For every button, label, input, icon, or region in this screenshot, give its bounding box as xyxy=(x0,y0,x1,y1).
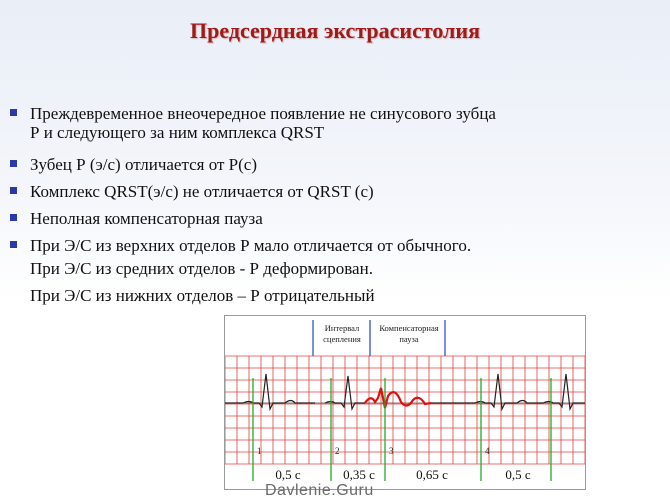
ecg-grid xyxy=(225,356,585,464)
bullet-line: Зубец Р (э/с) отличается от Р(с) xyxy=(30,155,257,174)
beat-number: 4 xyxy=(485,446,490,456)
beat-number: 2 xyxy=(335,446,340,456)
bullet-marker xyxy=(10,160,17,167)
beat-number: 3 xyxy=(389,446,394,456)
bullet-line: Комплекс QRST(э/с) не отличается от QRST (с) xyxy=(30,182,374,201)
duration-label: 0,5 с xyxy=(505,467,531,482)
bullet-line: Р и следующего за ним комплекса QRST xyxy=(30,123,325,142)
beat-number: 1 xyxy=(257,446,262,456)
bullet-marker xyxy=(10,241,17,248)
ecg-extrasystole-trace xyxy=(365,388,431,408)
duration-label: 0,5 с xyxy=(275,467,301,482)
duration-label: 0,35 с xyxy=(343,467,375,482)
bullet-marker xyxy=(10,187,17,194)
ecg-figure xyxy=(224,315,586,490)
bullet-line: При Э/С из средних отделов - Р деформирован. xyxy=(30,259,373,278)
bullet-marker xyxy=(10,109,17,116)
bullet-marker xyxy=(10,214,17,221)
bullet-line: При Э/С из нижних отделов – Р отрицательный xyxy=(30,286,375,305)
interval-label: Интервал xyxy=(324,323,360,333)
duration-label: 0,65 с xyxy=(416,467,448,482)
slide-title: Предсердная экстрасистолия xyxy=(190,18,480,43)
interval-label: сцепления xyxy=(323,334,361,344)
pause-label: пауза xyxy=(399,334,419,344)
watermark: Davlenie.Guru xyxy=(265,482,374,499)
ecg-svg xyxy=(225,316,585,489)
pause-label: Компенсаторная xyxy=(379,323,439,333)
bullet-line: Преждевременное внеочередное появление не синусового зубца xyxy=(30,104,496,123)
bullet-line: При Э/С из верхних отделов Р мало отличается от обычного. xyxy=(30,236,472,255)
bullet-line: Неполная компенсаторная пауза xyxy=(30,209,263,228)
